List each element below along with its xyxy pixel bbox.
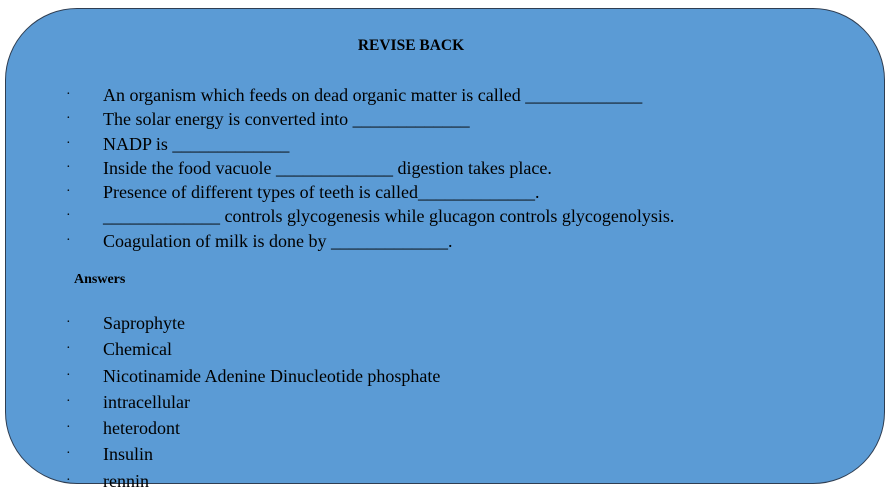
bullet-icon: · (66, 87, 71, 102)
bullet-icon: · (66, 111, 71, 127)
question-text: Presence of different types of teeth is called_____________. (103, 182, 540, 203)
question-text: An organism which feeds on dead organic matter is called _____________ (103, 85, 643, 105)
answers-heading: Answers (74, 272, 126, 287)
answer-text: Chemical (103, 339, 172, 360)
question-text: _____________ controls glycogenesis while glucagon controls glycogenolysis. (103, 206, 675, 227)
question-text: The solar energy is converted into _____________ (103, 109, 470, 130)
answer-text: intracellular (103, 391, 190, 412)
bullet-icon: · (66, 472, 71, 488)
bullet-icon: · (66, 184, 71, 200)
answer-text: Insulin (103, 444, 154, 465)
bullet-icon: · (66, 315, 71, 330)
answer-text: heterodont (103, 418, 180, 439)
card-title: REVISE BACK (357, 37, 465, 54)
bullet-icon: · (66, 232, 71, 248)
question-text: Inside the food vacuole _____________ digestion takes place. (103, 157, 552, 178)
bullet-icon: · (66, 367, 71, 383)
answer-text: Nicotinamide Adenine Dinucleotide phosphate (103, 365, 441, 386)
question-text: NADP is _____________ (103, 133, 290, 154)
answer-text: Saprophyte (103, 313, 185, 333)
answer-text: rennin (103, 470, 149, 491)
bullet-icon: · (66, 135, 71, 151)
bullet-icon: · (66, 159, 71, 175)
bullet-icon: · (66, 393, 71, 409)
bullet-icon: · (66, 446, 71, 462)
bullet-icon: · (66, 208, 71, 224)
question-text: Coagulation of milk is done by _____________. (103, 230, 453, 251)
bullet-icon: · (66, 420, 71, 436)
bullet-icon: · (66, 341, 71, 357)
